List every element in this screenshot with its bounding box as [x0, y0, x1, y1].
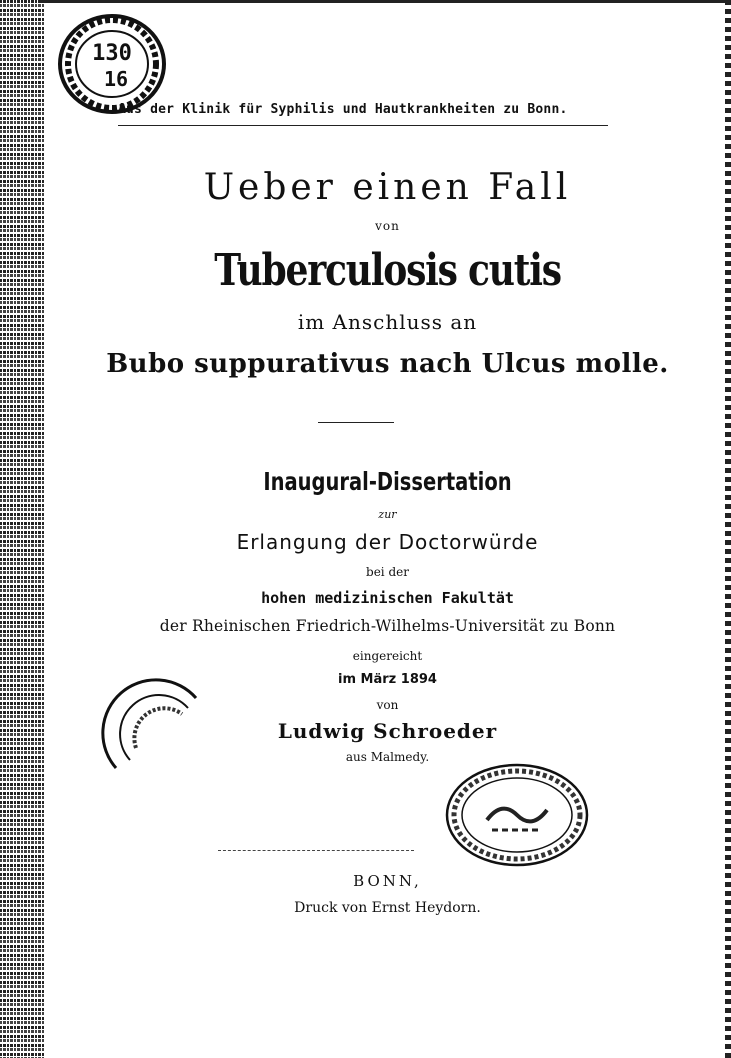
library-number-top: 130 — [92, 41, 132, 66]
title-von: von — [375, 219, 400, 233]
divider-rule — [318, 422, 394, 423]
academy-stamp-icon — [96, 668, 216, 788]
dissertation-heading: Inaugural-Dissertation — [263, 467, 512, 496]
printer-text: Druck von Ernst Heydorn. — [294, 900, 481, 916]
main-title: Tuberculosis cutis — [214, 245, 561, 296]
library-number-bottom: 16 — [103, 67, 129, 91]
footer-rule — [218, 850, 414, 851]
place-text: BONN, — [353, 872, 422, 890]
zur-text: zur — [378, 508, 397, 521]
oval-ink-stamp-icon — [442, 760, 592, 870]
scan-binding-edge — [0, 0, 44, 1058]
faculty-text: hohen medizinischen Fakultät — [261, 589, 514, 607]
author-name: Ludwig Schroeder — [277, 719, 498, 743]
university-text: der Rheinischen Friedrich-Wilhelms-Universität zu Bonn — [159, 617, 616, 635]
title-line-4: Bubo suppurativus nach Ulcus molle. — [106, 349, 669, 379]
erlangung-text: Erlangung der Doctorwürde — [236, 530, 539, 554]
author-origin: aus Malmedy. — [345, 750, 430, 764]
title-line-1: Ueber einen Fall — [203, 167, 572, 208]
scan-top-edge — [40, 0, 731, 3]
eingereicht-text: eingereicht — [352, 649, 423, 663]
circular-library-stamp-icon — [56, 12, 168, 116]
title-line-3: im Anschluss an — [297, 310, 478, 334]
clinic-header: Aus der Klinik für Syphilis und Hautkrankheiten zu Bonn. — [118, 102, 608, 126]
bei-der-text: bei der — [366, 565, 409, 579]
von-text: von — [376, 698, 399, 712]
date-text: im März 1894 — [338, 672, 437, 687]
